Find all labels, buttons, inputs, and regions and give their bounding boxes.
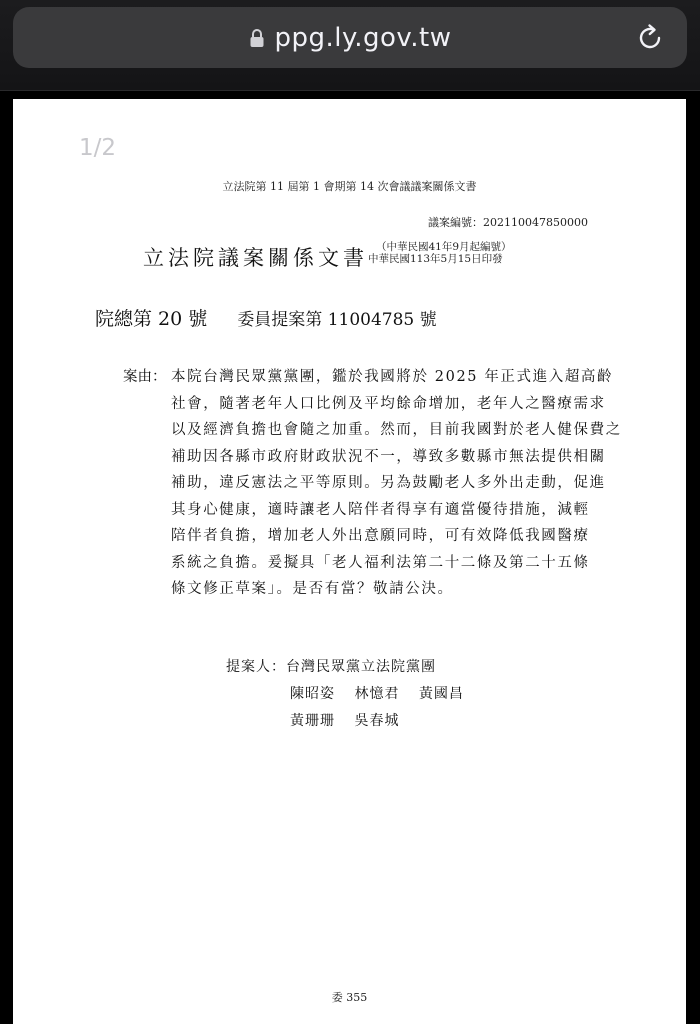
reason-text: [171, 364, 631, 603]
date-line-1: （中華民國41年9月起編號）: [376, 241, 512, 253]
proposer-name: 吳春城: [354, 713, 400, 729]
reason-line: 本院台灣民眾黨黨團，鑑於我國將於 2025 年正式進入超高齡: [171, 369, 614, 385]
proposer-name: 陳昭姿: [290, 686, 335, 702]
bill-number: 議案編號：202110047850000: [428, 216, 588, 229]
ref-number: 院總第 20 號: [95, 308, 208, 330]
reason-line: 社會，隨著老年人口比例及平均餘命增加，老年人之醫療需求: [171, 395, 606, 412]
pdf-page: [13, 99, 686, 1024]
document-dates: [368, 241, 512, 265]
document-title: 立法院議案關係文書: [143, 246, 368, 270]
proposal-number: 委員提案第 11004785 號: [237, 310, 437, 330]
reason-line: 條文修正草案」。是否有當？敬請公決。: [171, 581, 454, 597]
proposer-name: 林憶君: [354, 686, 400, 702]
proposer-name: 黃國昌: [418, 686, 464, 702]
reason-line: 以及經濟負擔也會隨之加重。然而，目前我國對於老人健保費之: [171, 422, 622, 438]
date-line-2: 中華民國113年5月15日印發: [368, 253, 503, 265]
proposer-label: 提案人：: [226, 659, 286, 675]
reason-label: 案由：: [123, 369, 167, 385]
lock-icon: [249, 28, 265, 48]
document-header: 立法院第 11 屆第 1 會期第 14 次會議議案關係文書: [222, 180, 477, 193]
proposer-name: 黃珊珊: [290, 713, 335, 729]
url-text: ppg.ly.gov.tw: [274, 22, 452, 53]
address-bar[interactable]: [13, 7, 687, 68]
proposer-group-row: [226, 654, 478, 681]
reason-line: 系統之負擔。爰擬具「老人福利法第二十二條及第二十五條: [171, 554, 590, 571]
browser-toolbar: [0, 0, 700, 91]
address-content: [13, 7, 687, 68]
reason-line: 其身心健康，適時讓老人陪伴者得享有適當優待措施，減輕: [171, 501, 590, 518]
proposer-names-row: [226, 708, 478, 735]
page-counter: 1/2: [79, 135, 117, 161]
reason-line: 補助因各縣市政府財政狀況不一，導致多數縣市無法提供相關: [171, 448, 606, 465]
reason-line: 陪伴者負擔，增加老人外出意願同時，可有效降低我國醫療: [171, 528, 590, 544]
proposer-group: 台灣民眾黨立法院黨團: [286, 659, 436, 675]
reference-line: [95, 304, 437, 331]
proposers: [226, 654, 478, 735]
reason-line: 補助，違反憲法之平等原則。另為鼓勵老人多外出走動，促進: [171, 475, 606, 491]
page-footer: 委 355: [331, 991, 368, 1004]
reload-icon[interactable]: [635, 23, 665, 53]
proposer-names-row: [226, 681, 478, 708]
